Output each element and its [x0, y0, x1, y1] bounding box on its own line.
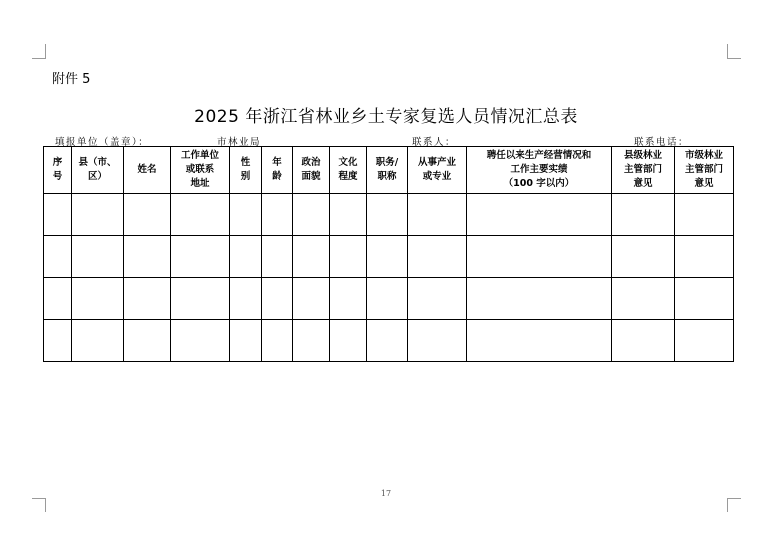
table-cell[interactable]	[124, 194, 171, 236]
table-cell[interactable]	[330, 320, 367, 362]
table-cell[interactable]	[408, 236, 467, 278]
table-cell[interactable]	[44, 320, 72, 362]
annex-label: 附件 5	[52, 72, 91, 87]
column-header-line: 性	[240, 157, 251, 168]
column-header-line: 工作单位	[180, 150, 219, 161]
column-header-1	[72, 147, 124, 194]
table-cell[interactable]	[124, 236, 171, 278]
table-cell[interactable]	[330, 194, 367, 236]
table-cell[interactable]	[293, 320, 330, 362]
table-cell[interactable]	[44, 236, 72, 278]
table-cell[interactable]	[367, 236, 408, 278]
table-row	[44, 236, 734, 278]
column-header-0	[44, 147, 72, 194]
table-cell[interactable]	[293, 236, 330, 278]
table-cell[interactable]	[675, 194, 734, 236]
column-header-line: 序	[52, 157, 63, 168]
column-header-line: 主管部门	[684, 164, 723, 175]
table-cell[interactable]	[171, 278, 230, 320]
table-cell[interactable]	[408, 278, 467, 320]
column-header-line: 工作主要实绩	[510, 164, 568, 175]
column-header-line: 政治	[301, 157, 321, 168]
table-cell[interactable]	[293, 194, 330, 236]
column-header-line: 意见	[694, 178, 714, 189]
table-cell[interactable]	[367, 320, 408, 362]
table-cell[interactable]	[675, 278, 734, 320]
table-cell[interactable]	[293, 278, 330, 320]
column-header-line: 意见	[633, 178, 653, 189]
table-cell[interactable]	[124, 278, 171, 320]
column-header-11	[612, 147, 675, 194]
table-row	[44, 320, 734, 362]
table-header-row	[44, 147, 734, 194]
unit-label: 填报单位（盖章）：	[55, 137, 150, 148]
column-header-line: 龄	[272, 171, 282, 182]
page-number: 17	[380, 489, 392, 498]
column-header-3	[171, 147, 230, 194]
column-header-8	[367, 147, 408, 194]
column-header-line: 聘任以来生产经营情况和	[486, 150, 592, 161]
column-header-6	[293, 147, 330, 194]
column-header-line: 主管部门	[623, 164, 662, 175]
table-cell[interactable]	[612, 278, 675, 320]
table-cell[interactable]	[330, 236, 367, 278]
table-cell[interactable]	[467, 320, 612, 362]
crop-mark-top-right-v	[727, 44, 728, 58]
column-header-line: 别	[240, 171, 251, 182]
crop-mark-bottom-right-v	[727, 498, 728, 512]
column-header-line: 职称	[377, 171, 397, 182]
table-row	[44, 278, 734, 320]
unit-value: 市林业局	[217, 137, 262, 148]
column-header-9	[408, 147, 467, 194]
table-cell[interactable]	[72, 194, 124, 236]
crop-mark-top-left-v	[45, 44, 46, 58]
column-header-line: 程度	[338, 171, 358, 182]
table-cell[interactable]	[612, 236, 675, 278]
table-cell[interactable]	[467, 194, 612, 236]
column-header-line: 县级林业	[623, 150, 662, 161]
table-cell[interactable]	[171, 236, 230, 278]
table-cell[interactable]	[330, 278, 367, 320]
table-cell[interactable]	[44, 194, 72, 236]
crop-mark-bottom-left-v	[45, 498, 46, 512]
table-cell[interactable]	[367, 278, 408, 320]
column-header-7	[330, 147, 367, 194]
column-header-line: 面貌	[301, 171, 321, 182]
table-cell[interactable]	[467, 278, 612, 320]
table-cell[interactable]	[171, 194, 230, 236]
table-cell[interactable]	[230, 320, 262, 362]
table-cell[interactable]	[72, 278, 124, 320]
column-header-line: 县（市、	[78, 157, 117, 168]
table-cell[interactable]	[230, 278, 262, 320]
table-cell[interactable]	[44, 278, 72, 320]
table-cell[interactable]	[612, 194, 675, 236]
column-header-10	[467, 147, 612, 194]
table-cell[interactable]	[262, 278, 293, 320]
contact-label: 联系人：	[412, 137, 457, 148]
table-cell[interactable]	[230, 194, 262, 236]
table-cell[interactable]	[612, 320, 675, 362]
table-cell[interactable]	[675, 320, 734, 362]
table-cell[interactable]	[367, 194, 408, 236]
crop-mark-top-left-h	[32, 58, 46, 59]
table-body	[44, 194, 734, 362]
table-cell[interactable]	[171, 320, 230, 362]
column-header-line: 文化	[338, 157, 358, 168]
crop-mark-top-right-h	[727, 58, 741, 59]
column-header-12	[675, 147, 734, 194]
column-header-line: 区）	[87, 171, 107, 182]
column-header-5	[262, 147, 293, 194]
column-header-line: 姓名	[137, 164, 157, 175]
column-header-line: 市级林业	[684, 150, 723, 161]
crop-mark-bottom-right-h	[727, 498, 741, 499]
column-header-line: 或联系	[185, 164, 215, 175]
column-header-4	[230, 147, 262, 194]
page-title: 2025 年浙江省林业乡土专家复选人员情况汇总表	[194, 107, 578, 127]
crop-mark-bottom-left-h	[32, 498, 46, 499]
table-cell[interactable]	[72, 236, 124, 278]
table-cell[interactable]	[124, 320, 171, 362]
table-row	[44, 194, 734, 236]
column-header-line: 地址	[190, 178, 210, 189]
table-cell[interactable]	[262, 194, 293, 236]
phone-label: 联系电话：	[634, 137, 690, 148]
summary-table	[43, 146, 734, 362]
column-header-line: （100 字以内）	[503, 178, 575, 189]
table-cell[interactable]	[262, 320, 293, 362]
column-header-line: 号	[52, 171, 63, 182]
column-header-line: 职务/	[375, 157, 399, 168]
column-header-line: 或专业	[422, 171, 452, 182]
table-cell[interactable]	[72, 320, 124, 362]
table-cell[interactable]	[675, 236, 734, 278]
table-cell[interactable]	[230, 236, 262, 278]
table-cell[interactable]	[408, 194, 467, 236]
table-cell[interactable]	[467, 236, 612, 278]
column-header-line: 从事产业	[417, 157, 456, 168]
column-header-line: 年	[272, 157, 282, 168]
table-cell[interactable]	[408, 320, 467, 362]
column-header-2	[124, 147, 171, 194]
table-cell[interactable]	[262, 236, 293, 278]
